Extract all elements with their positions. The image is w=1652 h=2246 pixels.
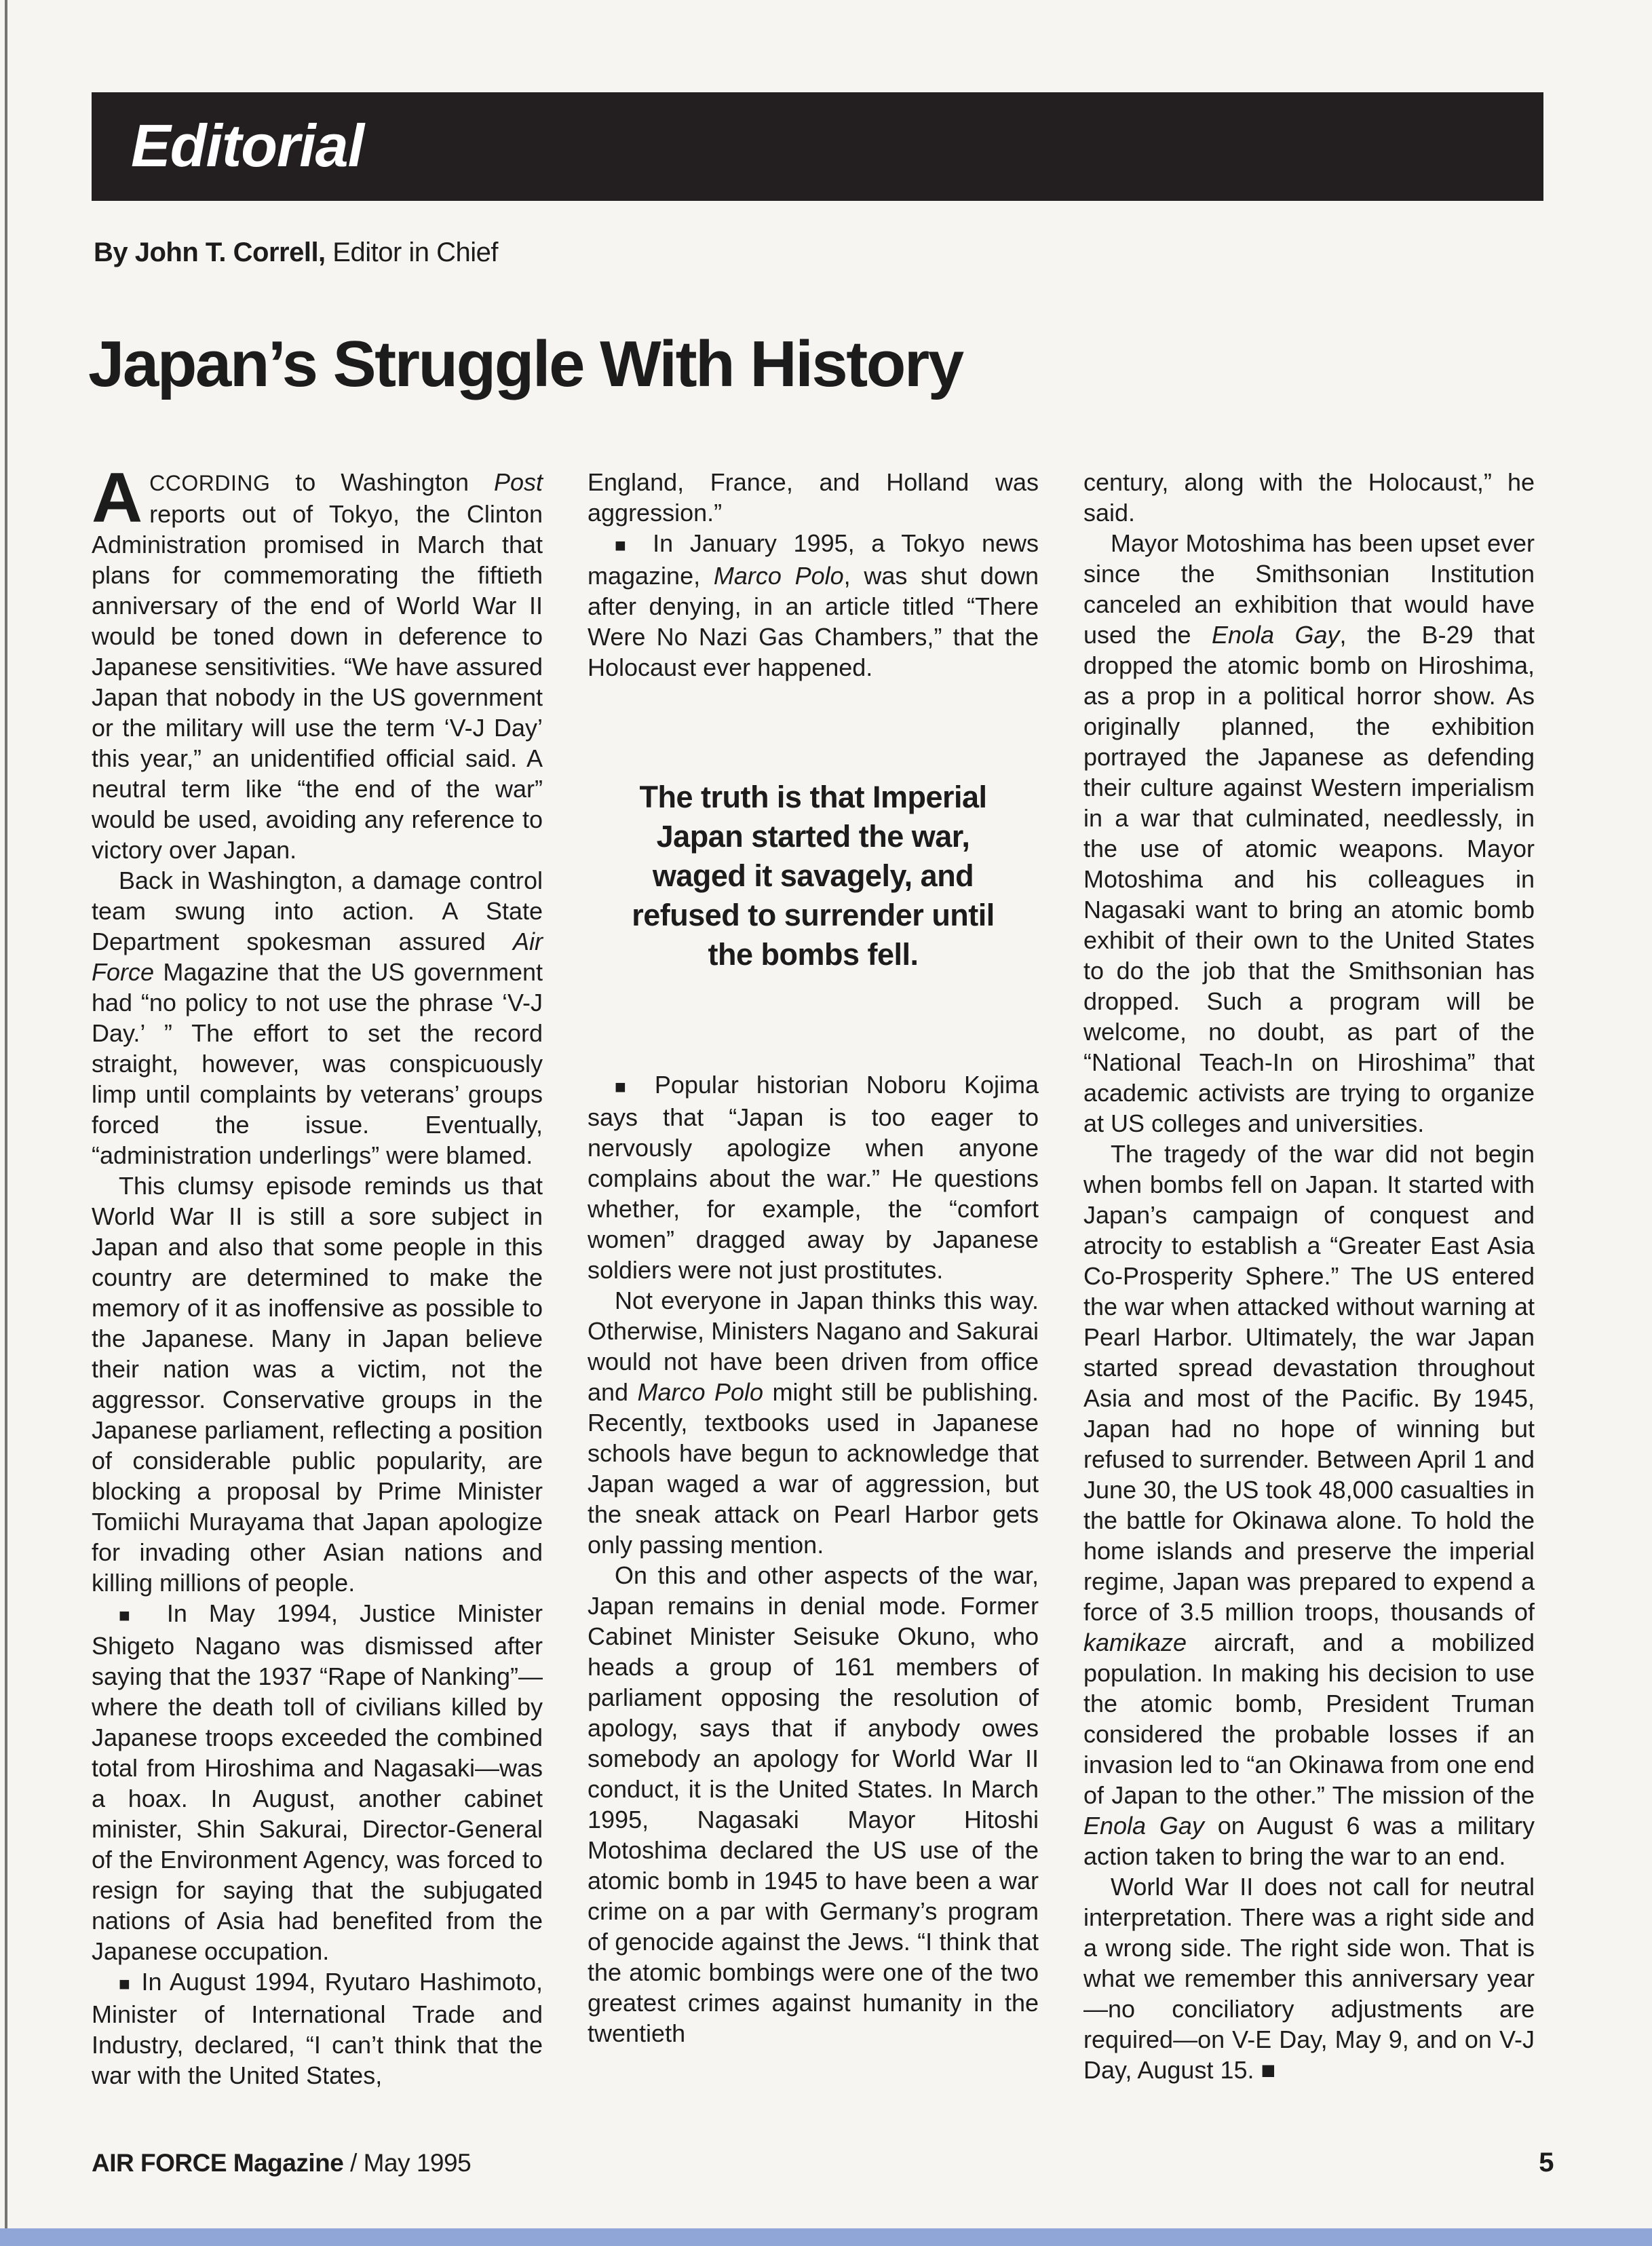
article-column-1 — [92, 459, 543, 2091]
byline — [94, 237, 498, 268]
page-footer — [92, 2148, 1554, 2178]
article-column-2 — [588, 467, 1039, 2091]
continuation-paragraph: England, France, and Holland was aggression.” — [588, 468, 1039, 527]
paragraph: Not everyone in Japan thinks this way. Otherwise, Ministers Nagano and Sakurai would not have been driven from office and Marco Polo might still be publishing. Recently, textbooks used in Japanese schools have begun to acknowledge that Japan waged a war of aggression, but the sneak attack on Pearl Harbor gets only passing mention. — [588, 1287, 1039, 1559]
continuation-paragraph: century, along with the Holocaust,” he said. — [1083, 468, 1535, 527]
section-label: Editorial — [131, 112, 364, 179]
bullet-paragraph: ■ Popular historian Noboru Kojima says that “Japan is too eager to nervously apologize when anyone complains about the war.” He questions whether, for example, the “comfort women” dragged away by Japanese soldiers were not just prostitutes. — [588, 1071, 1039, 1284]
paragraph: World War II does not call for neutral interpretation. There was a right side and a wrong side. The right side won. That is what we remember this anniversary year—no conciliatory adjustments are required—on V-E Day, May 9, and on V-J Day, August 15. ■ — [1083, 1873, 1535, 2084]
page-edge-artifact — [5, 0, 7, 2246]
paragraph: This clumsy episode reminds us that World War II is still a sore subject in Japan and also that some people in this country are determined to make the memory of it as inoffensive as possible to the Japanese. Many in Japan believe their nation was a victim, not the aggressor. Conservative groups in the Japanese parliament, reflecting a position of considerable public popularity, are blocking a proposal by Prime Minister Tomiichi Murayama that Japan apologize for invading other Asian nations and killing millions of people. — [92, 1172, 543, 1597]
bullet-square-icon: ■ — [615, 535, 636, 556]
paragraph: The tragedy of the war did not begin when bombs fell on Japan. It started with Japan’s campaign of conquest and atrocity to establish a “Greater East Asia Co-Prosperity Sphere.” The US entered the war when attacked without warning at Pearl Harbor. Ultimately, the war Japan started spread devastation throughout Asia and most of the Pacific. By 1945, Japan had no hope of winning but refused to surrender. Between April 1 and June 30, the US took 48,000 casualties in the battle for Okinawa alone. To hold the home islands and preserve the imperial regime, Japan was prepared to expend a force of 3.5 million troops, thousands of kamikaze aircraft, and a mobilized population. In making his decision to use the atomic bomb, President Truman considered the probable losses if an invasion led to “an Okinawa from one end of Japan to the other.” The mission of the Enola Gay on August 6 was a military action taken to bring the war to an end. — [1083, 1140, 1535, 1870]
lead-paragraph: ACCORDING to Washington Post reports out of Tokyo, the Clinton Administration promised in March that plans for commemorating the fiftieth anniversary of the end of World War II would be toned down in deference to Japanese sensitivities. “We have assured Japan that nobody in the US government or the military will use the term ‘V-J Day’ this year,” an unidentified official said. A neutral term like “the end of the war” would be used, avoiding any reference to victory over Japan. — [92, 459, 543, 864]
paragraph: On this and other aspects of the war, Japan remains in denial mode. Former Cabinet Minister Seisuke Okuno, who heads a group of 161 members of parliament opposing the resolution of apology, says that if anybody owes somebody an apology for World War II conduct, it is the United States. In March 1995, Nagasaki Mayor Hitoshi Motoshima declared the US use of the atomic bomb in 1945 to have been a war crime on a par with Germany’s program of genocide against the Jews. “I think that the atomic bombings were one of the two greatest crimes against humanity in the twentieth — [588, 1561, 1039, 2047]
byline-author: By John T. Correll, — [94, 237, 326, 267]
issue-date: / May 1995 — [343, 2149, 472, 2177]
bullet-paragraph: ■ In May 1994, Justice Minister Shigeto Nagano was dismissed after saying that the 1937 “Rape of Nanking”—where the death toll of civilians killed by Japanese troops exceeded the combined total from Hiroshima and Nagasaki—was a hoax. In August, another cabinet minister, Shin Sakurai, Director-General of the Environment Agency, was forced to resign for saying that the subjugated nations of Asia had benefited from the Japanese occupation. — [92, 1599, 543, 1965]
page-number: 5 — [1539, 2148, 1554, 2177]
bullet-square-icon: ■ — [119, 1605, 145, 1626]
paragraph: Back in Washington, a damage control team swung into action. A State Department spokesman assured Air Force Magazine that the US government had “no policy to not use the phrase ‘V-J Day.’ ” The effort to set the record straight, however, was conspicuously limp until complaints by veterans’ groups forced the issue. Eventually, “administration underlings” were blamed. — [92, 867, 543, 1169]
lead-smallcaps: CCORDING — [149, 471, 271, 495]
pull-quote: The truth is that Imperial Japan started the war, waged it savagely, and refused to surrender until the bombs fell. — [632, 780, 995, 972]
byline-role: Editor in Chief — [325, 237, 499, 267]
bullet-paragraph: ■ In August 1994, Ryutaro Hashimoto, Minister of International Trade and Industry, declared, “I can’t think that the war with the United States, — [92, 1968, 543, 2089]
scan-bottom-strip — [0, 2228, 1652, 2246]
bullet-paragraph: ■ In January 1995, a Tokyo news magazine, Marco Polo, was shut down after denying, in an article titled “There Were No Nazi Gas Chambers,” that the Holocaust ever happened. — [588, 529, 1039, 681]
drop-cap: A — [92, 459, 143, 537]
paragraph: Mayor Motoshima has been upset ever since the Smithsonian Institution canceled an exhibition that would have used the Enola Gay, the B-29 that dropped the atomic bomb on Hiroshima, as a prop in a political horror show. As originally planned, the exhibition portrayed the Japanese as defending their culture against Western imperialism in a war that culminated, needlessly, in the use of atomic weapons. Mayor Motoshima and his colleagues in Nagasaki want to bring an atomic bomb exhibit of their own to the United States to do the job that the Smithsonian has dropped. Such a program will be welcome, no doubt, as part of the “National Teach-In on Hiroshima” that academic activists are trying to organize at US colleges and universities. — [1083, 529, 1535, 1137]
article-title: Japan’s Struggle With History — [88, 328, 963, 400]
bullet-square-icon: ■ — [615, 1076, 637, 1097]
editorial-header-bar — [92, 92, 1543, 201]
magazine-name: AIR FORCE Magazine — [92, 2149, 344, 2177]
article-column-3 — [1083, 467, 1535, 2091]
article-columns — [92, 459, 1535, 2091]
magazine-credit — [92, 2149, 471, 2177]
bullet-square-icon: ■ — [119, 1973, 133, 1994]
